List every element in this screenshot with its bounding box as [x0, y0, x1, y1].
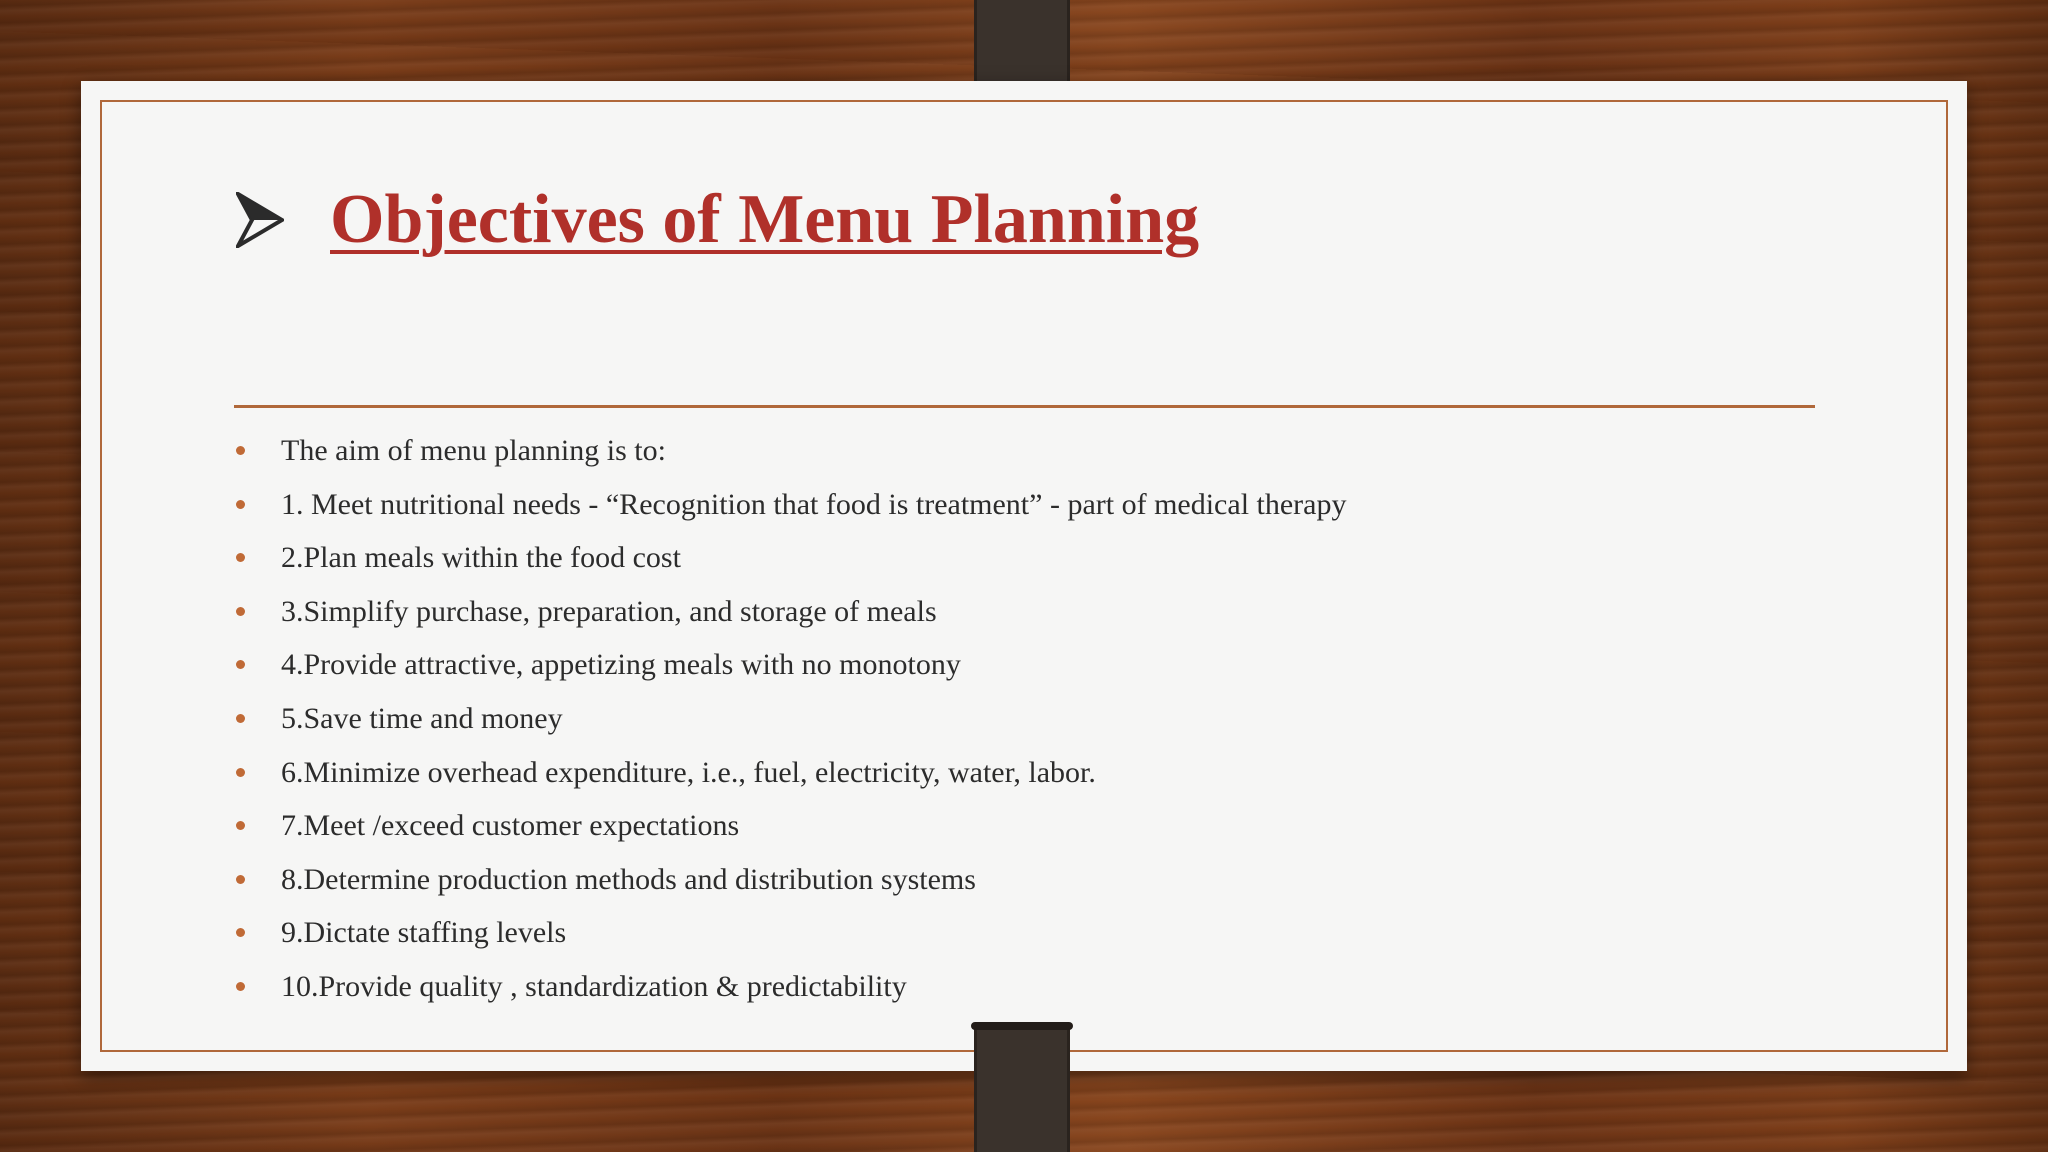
bullet-dot-icon [236, 714, 245, 723]
bullet-text: 7.Meet /exceed customer expectations [281, 809, 740, 843]
bullet-item [234, 692, 1346, 746]
bullet-dot-icon [236, 446, 245, 455]
bullet-item [234, 478, 1346, 532]
bullet-dot-icon [236, 982, 245, 991]
bullet-dot-icon [236, 821, 245, 830]
bullet-list [234, 424, 1346, 1014]
bullet-dot-icon [236, 607, 245, 616]
bullet-dot-icon [236, 553, 245, 562]
bullet-item [234, 424, 1346, 478]
bullet-item [234, 853, 1346, 907]
bullet-text: 8.Determine production methods and distribution systems [281, 862, 976, 896]
bullet-text: 4.Provide attractive, appetizing meals with no monotony [281, 648, 961, 682]
bullet-dot-icon [236, 928, 245, 937]
bullet-item [234, 746, 1346, 800]
title-row [236, 180, 1199, 260]
bullet-text: 10.Provide quality , standardization & predictability [281, 969, 907, 1003]
bullet-item [234, 906, 1346, 960]
bullet-text: 6.Minimize overhead expenditure, i.e., fuel, electricity, water, labor. [281, 755, 1096, 789]
bullet-item [234, 585, 1346, 639]
arrowhead-bullet-icon [236, 192, 284, 248]
bullet-dot-icon [236, 500, 245, 509]
bullet-item [234, 799, 1346, 853]
bullet-dot-icon [236, 875, 245, 884]
bullet-item [234, 638, 1346, 692]
title-divider [234, 405, 1815, 408]
slide-title: Objectives of Menu Planning [330, 181, 1200, 258]
bullet-text: The aim of menu planning is to: [281, 434, 666, 467]
bullet-text: 5.Save time and money [281, 701, 563, 735]
bullet-text: 2.Plan meals within the food cost [281, 541, 681, 575]
bullet-text: 3.Simplify purchase, preparation, and storage of meals [281, 594, 937, 628]
bullet-item [234, 960, 1346, 1014]
bullet-dot-icon [236, 768, 245, 777]
bullet-item [234, 531, 1346, 585]
bottom-strap [974, 1024, 1070, 1152]
bullet-text: 1. Meet nutritional needs - “Recognition that food is treatment” - part of medical therapy [281, 487, 1347, 521]
bullet-text: 9.Dictate staffing levels [281, 916, 567, 950]
bullet-dot-icon [236, 660, 245, 669]
